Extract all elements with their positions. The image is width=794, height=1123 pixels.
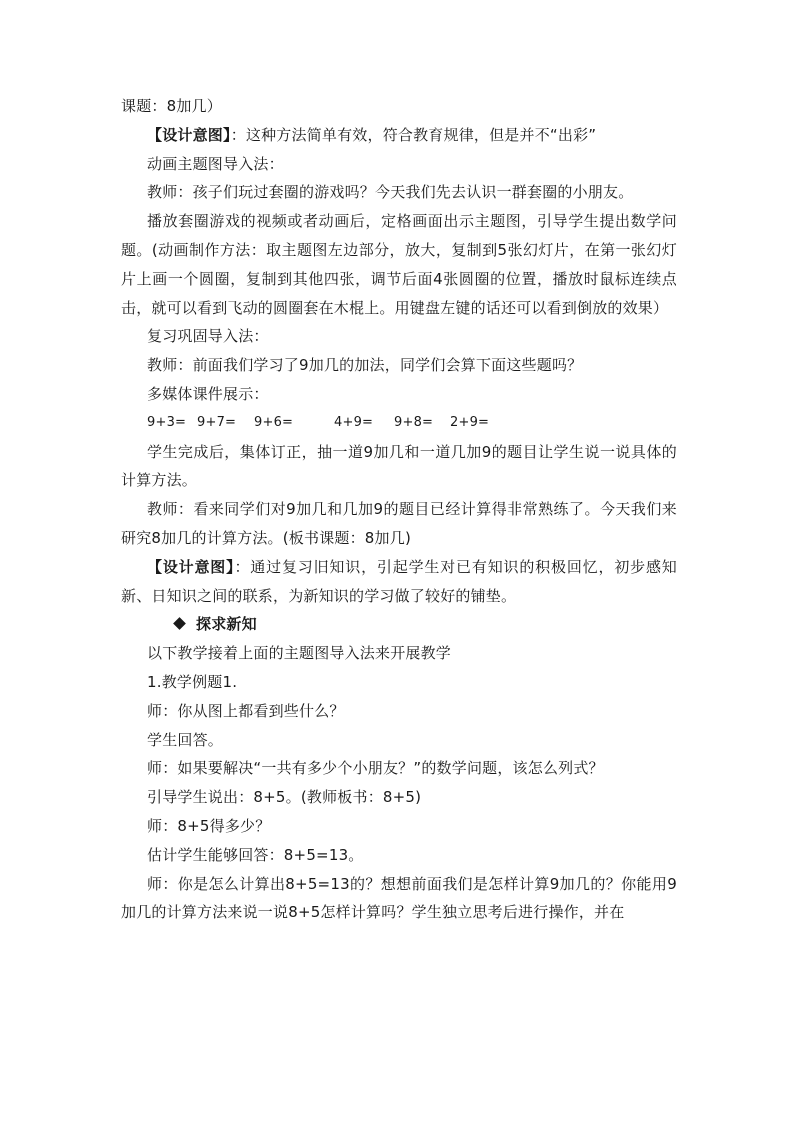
expected-answer-line: 估计学生能够回答：8+5=13。 <box>147 845 364 864</box>
exercise-list <box>121 409 677 438</box>
teacher-method-paragraph: 师：你是怎么计算出8+5=13的？想想前面我们是怎样计算9加几的？你能用9加几的计算方法来说一说8+5怎样计算吗？学生独立思考后进行操作，并在 <box>121 874 677 922</box>
student-answer-line: 学生回答。 <box>147 730 224 749</box>
design-intent-text: ：这种方法简单有效，符合教育规律，但是并不“出彩” <box>230 125 597 144</box>
teacher-question-line: 师：如果要解决“一共有多少个小朋友？”的数学问题，该怎么列式？ <box>147 759 604 778</box>
design-intent-text: ：通过复习旧知识，引起学生对已有知识的积极回忆，初步感知新、日知识之间的联系，为新知识的学习做了较好的铺垫。 <box>121 557 677 605</box>
diamond-bullet-icon <box>173 617 186 630</box>
teacher-line-review: 教师：前面我们学习了9加几的加法，同学们会算下面这些题吗？ <box>147 356 583 375</box>
exercise-item: 2+9= <box>450 414 490 430</box>
teaching-note-line: 以下教学接着上面的主题图导入法来开展教学 <box>147 644 452 663</box>
example-title-line: 1.教学例题1. <box>147 672 238 691</box>
lesson-title-line: 课题：8加几） <box>121 97 222 115</box>
teacher-question-line: 师：8+5得多少？ <box>147 816 271 835</box>
teacher-line-ring-game: 教师：孩子们玩过套圈的游戏吗？今天我们先去认识一群套圈的小朋友。 <box>147 183 634 202</box>
design-intent-line <box>121 121 677 150</box>
teacher-question-line: 师：你从图上都看到些什么？ <box>147 701 345 720</box>
multimedia-display-line: 多媒体课件展示： <box>147 384 269 403</box>
exercise-item: 9+3= <box>147 414 187 430</box>
guide-students-line: 引导学生说出：8+5。(教师板书：8+5) <box>147 788 422 807</box>
teacher-transition-paragraph: 教师：看来同学们对9加几和几加9的题目已经计算得非常熟练了。今天我们来研究8加几的计算方法。(板书课题：8加几) <box>121 500 677 547</box>
design-intent-label: 【设计意图】 <box>147 125 231 144</box>
section-animation-intro: 动画主题图导入法： <box>147 154 284 173</box>
exercise-item: 4+9= <box>334 414 374 430</box>
section-heading-explore <box>121 610 677 639</box>
section-heading-text: 探求新知 <box>196 615 257 634</box>
exercise-item: 9+7= <box>197 414 237 430</box>
design-intent-paragraph <box>121 553 677 611</box>
student-correction-paragraph: 学生完成后，集体订正，抽一道9加几和一道几加9的题目让学生说一说具体的计算方法。 <box>121 442 677 490</box>
design-intent-label: 【设计意图】 <box>147 557 235 576</box>
exercise-item: 9+6= <box>254 414 294 430</box>
exercise-item: 9+8= <box>394 414 434 430</box>
document-body <box>121 92 677 927</box>
animation-method-paragraph: 播放套圈游戏的视频或者动画后，定格画面出示主题图，引导学生提出数学问题。(动画制作方法：取主题图左边部分，放大，复制到5张幻灯片，在第一张幻灯片上画一个圆圈，复制到其他四张，调节后面4张圆圈的位置，播放时鼠标连续点击，就可以看到飞动的圆圈套在木棍上。用键盘左键的话还可以看到倒放的效果） <box>121 212 677 317</box>
section-review-intro: 复习巩固导入法： <box>147 327 269 346</box>
